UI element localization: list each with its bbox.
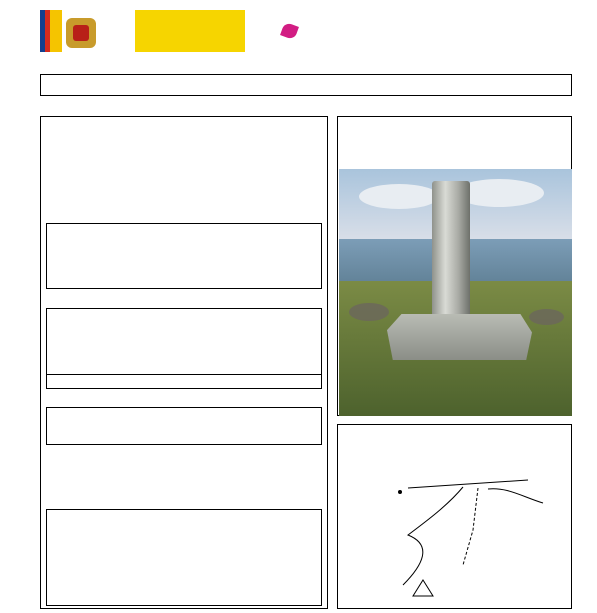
geographic-coordinates-box bbox=[46, 223, 322, 289]
geodetic-vertex-data-panel bbox=[40, 116, 328, 609]
geodetic-pillar bbox=[432, 181, 470, 323]
ign-mark-icon bbox=[280, 22, 299, 40]
route-sketch bbox=[338, 425, 571, 608]
vertex-photo-panel bbox=[337, 116, 572, 416]
header-title-block bbox=[355, 16, 575, 22]
location-box bbox=[46, 407, 322, 445]
official-logos bbox=[40, 10, 295, 52]
vertex-triangle-icon bbox=[413, 580, 433, 596]
location-sketch-panel bbox=[337, 424, 572, 609]
report-title-bar bbox=[40, 74, 572, 96]
utm-coordinates-box bbox=[46, 308, 322, 389]
ign-logo bbox=[250, 20, 295, 46]
ministry-logo bbox=[135, 10, 245, 52]
road-line bbox=[408, 480, 528, 488]
coat-of-arms-icon bbox=[66, 18, 96, 48]
indicator-marker-icon bbox=[398, 490, 402, 494]
eu-flag-icon bbox=[40, 10, 62, 52]
pillar-base bbox=[387, 314, 532, 360]
vertex-photo bbox=[339, 169, 572, 416]
coast-road bbox=[488, 489, 543, 503]
access-track bbox=[403, 487, 463, 585]
access-box bbox=[46, 509, 322, 606]
secondary-track bbox=[463, 488, 478, 565]
